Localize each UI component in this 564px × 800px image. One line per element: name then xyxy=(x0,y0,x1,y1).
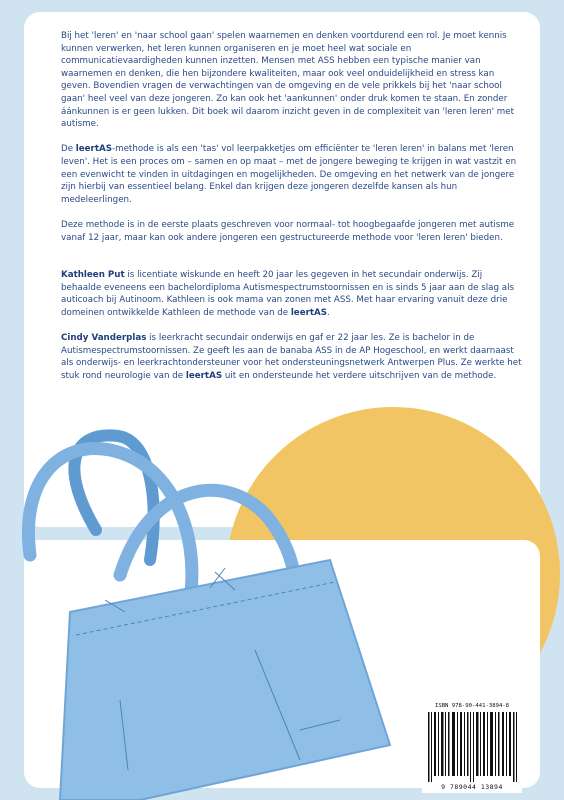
isbn-label: ISBN 978-90-441-3894-8 xyxy=(434,703,510,709)
leertas-logo: leertAS xyxy=(185,370,223,381)
leertas-logo: leertAS xyxy=(75,144,112,155)
method-paragraph: De leertAS-methode is als een 'tas' vol leerpakketjes om efficiënter te 'leren leren' in balans met 'leren leven'. Het is een proces om – samen en op maat – met de jongere beweging te krijgen in wat vastzit en een evenwicht te vinden in uitdagingen en mogelijkheden. De omgeving en het netwerk van de jongere zijn hierbij van essentieel belang. Enkel dan krijgen deze jongeren dezelfde kansen als hun medeleerlingen. xyxy=(61,144,517,205)
back-cover-text xyxy=(61,30,523,395)
bag-strap-left xyxy=(28,448,191,600)
barcode-digits: 9 789044 13894 xyxy=(441,783,503,791)
author-bio-kathleen: Kathleen Put is licentiate wiskunde en heeft 20 jaar les gegeven in het secundair onderwijs. Zij behaalde eveneens een bachelordiploma Autismespectrumstoornissen en is sinds 5 jaar aan de slag als auticoach bij Autinoom. Kathleen is ook mama van zonen met ASS. Met haar ervaring vanuit deze drie domeinen ontwikkelde Kathleen de methode van de leertAS. xyxy=(61,270,515,318)
leertas-logo: leertAS xyxy=(290,307,328,318)
author-name: Cindy Vanderplas xyxy=(61,333,147,344)
audience-paragraph: Deze methode is in de eerste plaats geschreven voor normaal- tot hoogbegaafde jongeren met autisme vanaf 12 jaar, maar kan ook andere jongeren een gestructureerde methode voor 'leren leren' bieden. xyxy=(61,219,515,243)
barcode-bars xyxy=(426,712,518,782)
intro-paragraph: Bij het 'leren' en 'naar school gaan' spelen waarnemen en denken voortdurend een rol. Je moet kennis kunnen verwerken, het leren kunnen organiseren en je moet heel wat sociale en communicatievaardigheden kunnen inzetten. Mensen met ASS hebben een typische manier van waarnemen en denken, die hen bijzondere kwaliteiten, maar ook veel onduidelijkheid en stress kan geven. Bovendien vragen de verwachtingen van de omgeving en de vele prikkels bij het 'naar school gaan' heel veel van deze jongeren. Zo kan ook het 'aankunnen' onder druk komen te staan. En zonder áánkunnen is er geen lukken. Dit boek wil daarom inzicht geven in de complexiteit van 'leren leren' met autisme. xyxy=(61,31,515,130)
author-name: Kathleen Put xyxy=(61,270,125,281)
isbn-barcode xyxy=(422,703,522,793)
author-bio-cindy: Cindy Vanderplas is leerkracht secundair onderwijs en gaf er 22 jaar les. Ze is bachelor in de Autismespectrumstoornissen. Ze geeft les aan de banaba ASS in de AP Hogeschool, en werkt daarnaast als onderwijs- en leerkrachtondersteuner voor het ondersteuningsnetwerk Antwerpen Plus. Ze werkte het stuk rond neurologie van de leertAS uit en ondersteunde het verdere uitschrijven van de methode. xyxy=(61,333,522,381)
bag-body xyxy=(60,560,390,800)
